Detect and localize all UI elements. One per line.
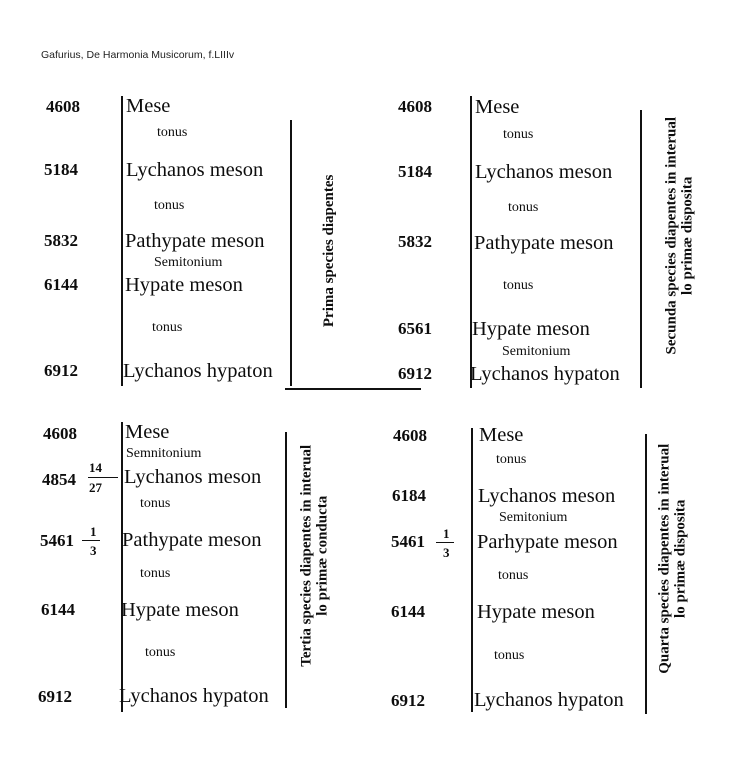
bracket-line [285,432,287,708]
interval-label: tonus [140,566,171,581]
bracket-line [121,422,123,712]
note-name: Pathypate meson [474,232,614,254]
species-label: Tertia species diapentes in interual lo primæ conducta [298,444,330,667]
separator-line [285,388,421,390]
interval-label: tonus [145,645,176,660]
ratio-number: 5184 [44,160,78,179]
note-name: Mese [475,96,520,118]
interval-label: tonus [498,568,529,583]
note-name: Pathypate meson [122,529,262,551]
bracket-line [290,120,292,386]
ratio-number: 6561 [398,319,432,338]
species-label: Secunda species diapentes in interual lo primæ disposita [663,116,695,355]
ratio-number: 6912 [44,361,78,380]
interval-label: Semitonium [502,344,571,359]
fraction-numerator: 1 [443,526,450,541]
note-name: Lychanos hypaton [119,685,269,707]
ratio-number: 5461 [391,532,425,551]
interval-label: tonus [152,320,183,335]
fraction-bar [436,542,454,543]
note-name: Mese [125,421,170,443]
interval-label: Semitonium [499,510,568,525]
note-name: Lychanos hypaton [470,363,620,385]
ratio-number: 4608 [393,426,427,445]
species-label: Prima species diapentes [321,174,338,328]
note-name: Lychanos hypaton [474,689,624,711]
interval-label: Semnitonium [126,446,202,461]
note-name: Mese [126,95,171,117]
bracket-line [471,428,473,712]
fraction-numerator: 1 [90,524,97,539]
fraction-numerator: 14 [89,460,102,475]
ratio-number: 5832 [44,231,78,250]
note-name: Hypate meson [472,318,590,340]
species-label: Quarta species diapentes in interual lo primæ disposita [656,443,688,674]
interval-label: tonus [496,452,527,467]
interval-label: tonus [494,648,525,663]
interval-label: tonus [508,200,539,215]
ratio-number: 6144 [44,275,78,294]
note-name: Hypate meson [125,274,243,296]
fraction-bar [82,540,100,541]
fraction-denominator: 3 [90,543,97,558]
interval-label: tonus [503,278,534,293]
note-name: Parhypate meson [477,531,618,553]
interval-label: tonus [140,496,171,511]
bracket-line [470,96,472,388]
fraction-bar [88,477,118,478]
ratio-number: 4608 [398,97,432,116]
ratio-number: 6144 [41,600,75,619]
ratio-number: 6912 [38,687,72,706]
page-caption: Gafurius, De Harmonia Musicorum, f.LIIIv [41,49,235,61]
bracket-line [645,434,647,714]
bracket-line [121,96,123,386]
note-name: Hypate meson [121,599,239,621]
note-name: Mese [479,424,524,446]
ratio-number: 6912 [391,691,425,710]
note-name: Lychanos hypaton [123,360,273,382]
interval-label: Semitonium [154,255,223,270]
ratio-number: 6912 [398,364,432,383]
ratio-number: 5184 [398,162,432,181]
ratio-number: 5832 [398,232,432,251]
note-name: Lychanos meson [124,466,262,488]
fraction-denominator: 3 [443,545,450,560]
interval-label: tonus [157,125,188,140]
ratio-number: 6144 [391,602,425,621]
ratio-number: 4854 [42,470,76,489]
note-name: Hypate meson [477,601,595,623]
note-name: Lychanos meson [478,485,616,507]
fraction-denominator: 27 [89,480,102,495]
interval-label: tonus [154,198,185,213]
note-name: Pathypate meson [125,230,265,252]
ratio-number: 4608 [43,424,77,443]
ratio-number: 4608 [46,97,80,116]
note-name: Lychanos meson [475,161,613,183]
ratio-number: 6184 [392,486,426,505]
note-name: Lychanos meson [126,159,264,181]
ratio-number: 5461 [40,531,74,550]
bracket-line [640,110,642,388]
interval-label: tonus [503,127,534,142]
